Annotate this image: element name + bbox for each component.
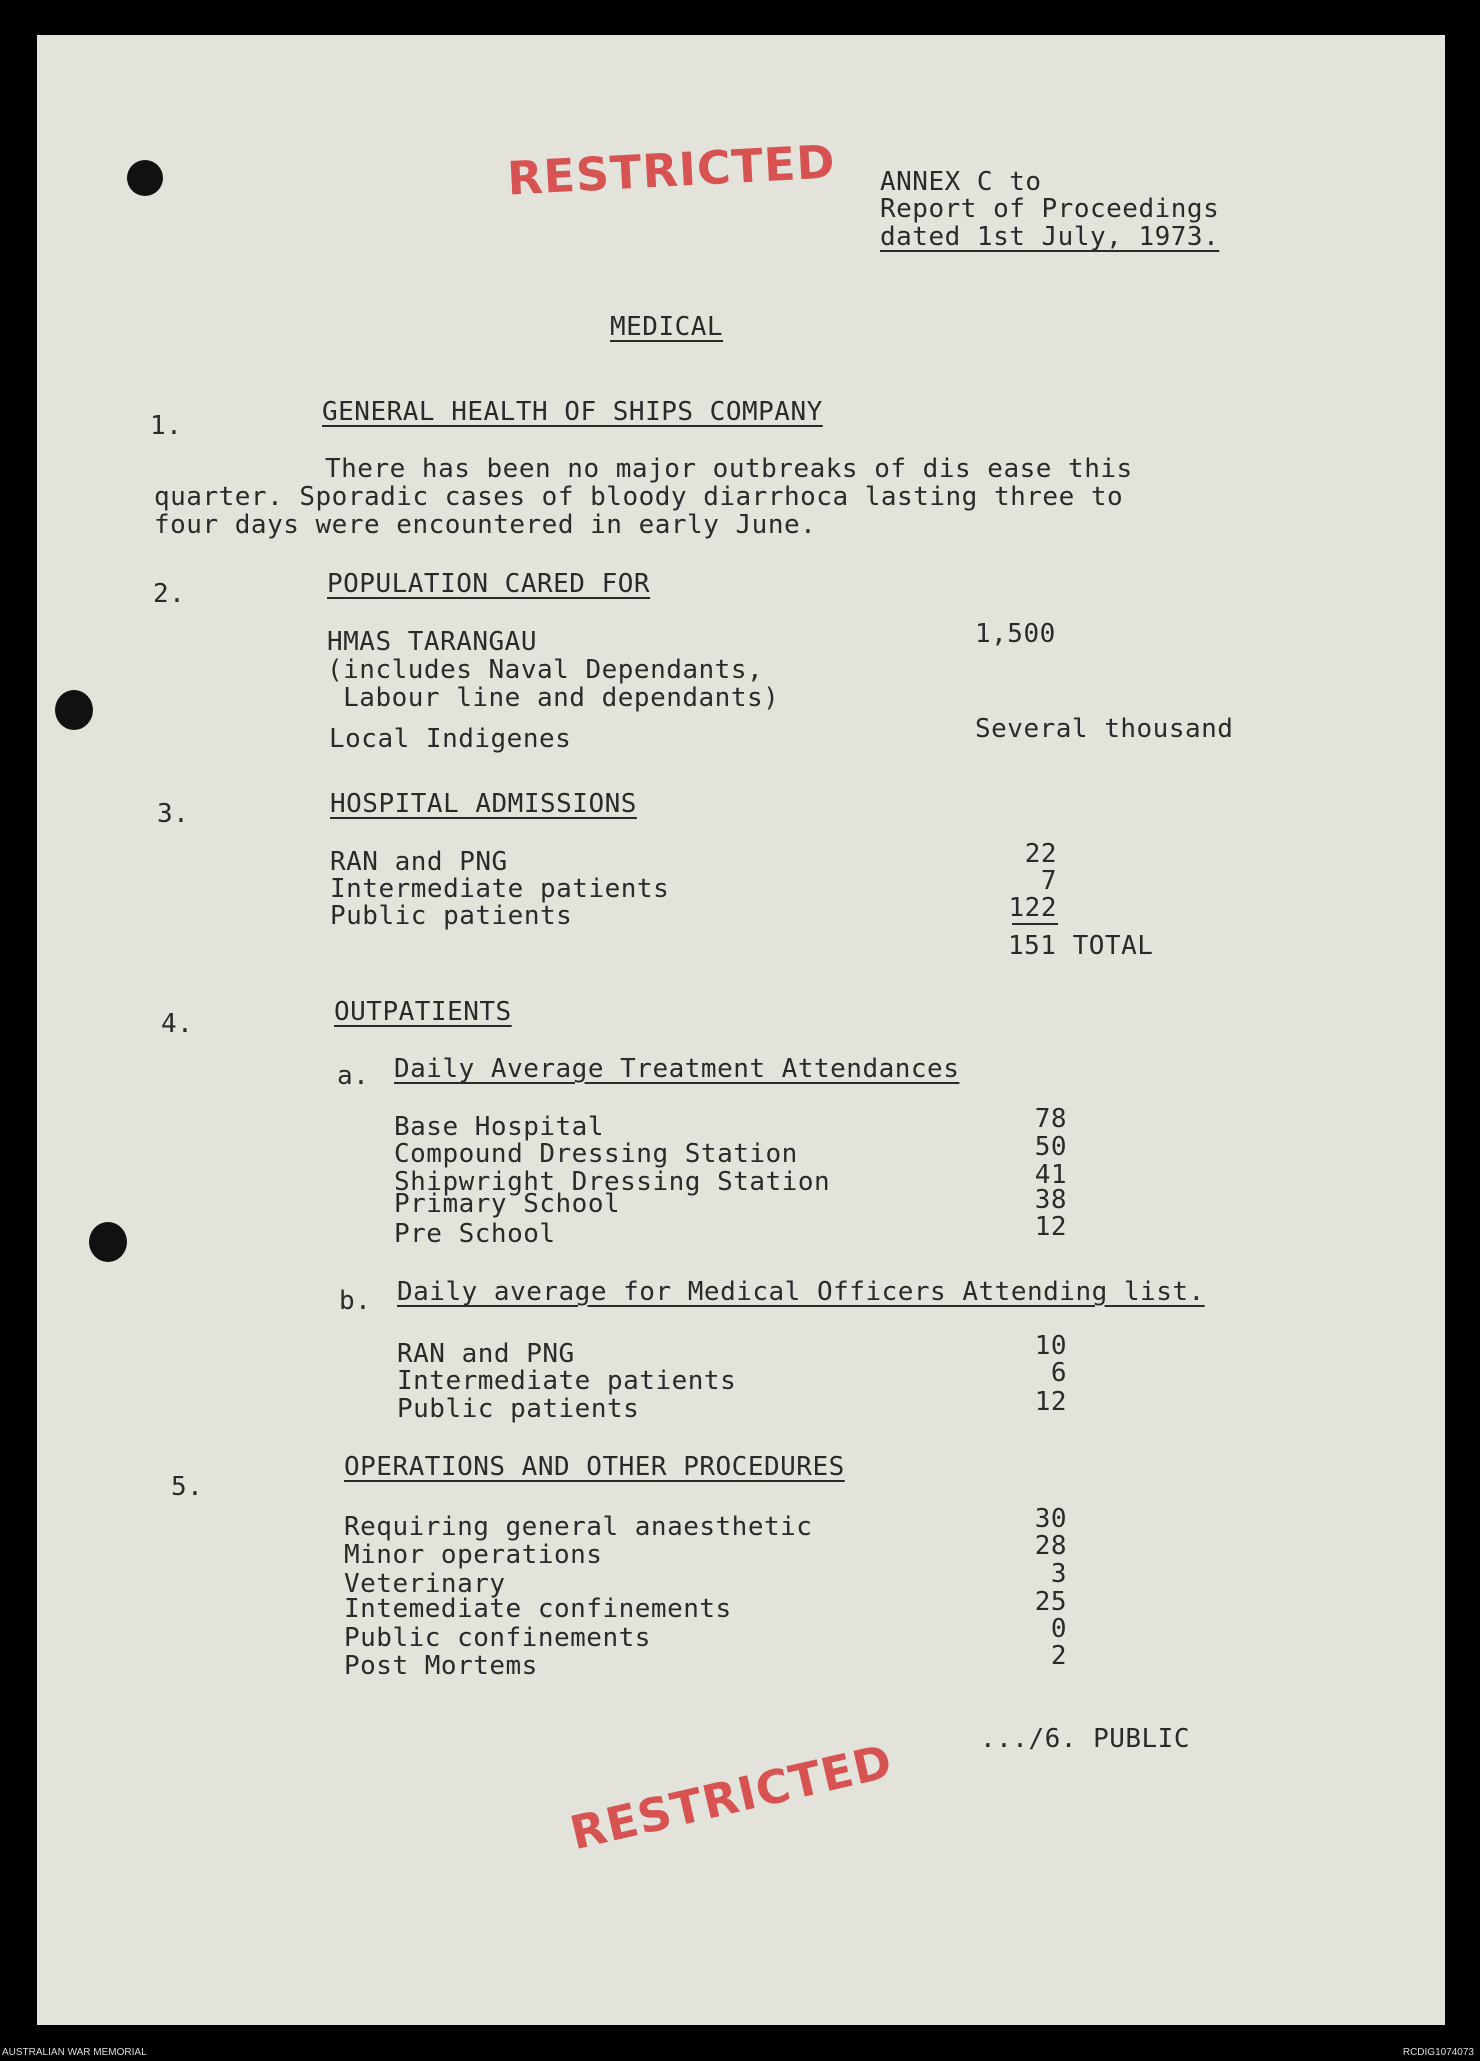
procedure-value-2: 28 xyxy=(1034,1531,1067,1561)
admissions-value-3: 122 xyxy=(1008,893,1057,923)
admissions-total: 151 TOTAL xyxy=(1008,931,1154,961)
procedure-label-2: Minor operations xyxy=(344,1540,603,1570)
attendance-label-4: Primary School xyxy=(394,1189,621,1219)
section-4-number: 4. xyxy=(161,1009,194,1039)
subsection-a-label: a. xyxy=(337,1061,370,1091)
attendance-label-5: Pre School xyxy=(394,1219,556,1249)
section-1-text-line-2: quarter. Sporadic cases of bloody diarrhoca lasting three to xyxy=(154,482,1124,512)
admissions-value-1: 22 xyxy=(1024,839,1057,869)
population-value-2: Several thousand xyxy=(975,714,1234,744)
population-value-1: 1,500 xyxy=(975,619,1056,649)
continuation-note: .../6. PUBLIC xyxy=(980,1724,1190,1754)
admissions-label-3: Public patients xyxy=(330,901,573,931)
attendance-value-2: 50 xyxy=(1034,1132,1067,1162)
admissions-label-1: RAN and PNG xyxy=(330,847,508,877)
attendance-value-1: 78 xyxy=(1034,1104,1067,1134)
procedure-label-3: Veterinary xyxy=(344,1569,506,1599)
procedure-value-1: 30 xyxy=(1034,1504,1067,1534)
attendance-value-4: 38 xyxy=(1034,1185,1067,1215)
mo-list-label-2: Intermediate patients xyxy=(397,1366,737,1396)
section-5-number: 5. xyxy=(171,1472,204,1502)
attendance-label-2: Compound Dressing Station xyxy=(394,1139,798,1169)
attendance-label-1: Base Hospital xyxy=(394,1112,604,1142)
attendance-value-3: 41 xyxy=(1034,1160,1067,1190)
mo-list-value-1: 10 xyxy=(1034,1331,1067,1361)
section-1-number: 1. xyxy=(150,411,183,441)
mo-list-label-1: RAN and PNG xyxy=(397,1339,575,1369)
section-5-heading: OPERATIONS AND OTHER PROCEDURES xyxy=(344,1452,845,1482)
section-2-heading: POPULATION CARED FOR xyxy=(327,569,651,599)
punch-hole-bottom xyxy=(89,1222,127,1262)
population-label-3: Labour line and dependants) xyxy=(327,683,780,713)
population-label-4: Local Indigenes xyxy=(329,724,572,754)
procedure-value-4: 25 xyxy=(1034,1587,1067,1617)
procedure-label-5: Public confinements xyxy=(344,1623,651,1653)
attendance-value-5: 12 xyxy=(1034,1212,1067,1242)
procedure-value-3: 3 xyxy=(1050,1559,1067,1589)
annex-line: ANNEX C to xyxy=(880,167,1042,197)
restricted-stamp-bottom: RESTRICTED xyxy=(565,1733,898,1861)
section-3-heading: HOSPITAL ADMISSIONS xyxy=(330,789,637,819)
admissions-label-2: Intermediate patients xyxy=(330,874,670,904)
mo-list-value-3: 12 xyxy=(1034,1387,1067,1417)
report-line: Report of Proceedings xyxy=(880,194,1220,224)
section-2-number: 2. xyxy=(153,579,186,609)
subsection-b-heading: Daily average for Medical Officers Attending list. xyxy=(397,1277,1205,1307)
procedure-value-6: 2 xyxy=(1050,1641,1067,1671)
restricted-stamp-top: RESTRICTED xyxy=(505,134,837,206)
attendance-label-3: Shipwright Dressing Station xyxy=(394,1167,831,1197)
procedure-value-5: 0 xyxy=(1050,1614,1067,1644)
subsection-a-heading: Daily Average Treatment Attendances xyxy=(394,1054,960,1084)
procedure-label-4: Intemediate confinements xyxy=(344,1594,732,1624)
section-1-heading: GENERAL HEALTH OF SHIPS COMPANY xyxy=(322,397,823,427)
page-title: MEDICAL xyxy=(610,312,724,342)
admissions-value-2: 7 xyxy=(1040,866,1057,896)
punch-hole-top xyxy=(127,160,163,196)
footer-left: AUSTRALIAN WAR MEMORIAL xyxy=(2,2047,147,2058)
footer-right: RCDIG1074073 xyxy=(1402,2047,1474,2058)
mo-list-value-2: 6 xyxy=(1050,1358,1067,1388)
procedure-label-1: Requiring general anaesthetic xyxy=(344,1512,813,1542)
population-label-2: (includes Naval Dependants, xyxy=(327,655,764,685)
population-label-1: HMAS TARANGAU xyxy=(327,627,537,657)
section-4-heading: OUTPATIENTS xyxy=(334,997,512,1027)
section-1-text-line-1: There has been no major outbreaks of dis ease this xyxy=(325,454,1133,484)
subsection-b-label: b. xyxy=(339,1286,372,1316)
punch-hole-middle xyxy=(55,690,93,730)
document-page xyxy=(37,35,1445,2025)
section-3-number: 3. xyxy=(157,799,190,829)
date-line: dated 1st July, 1973. xyxy=(880,222,1220,252)
mo-list-label-3: Public patients xyxy=(397,1394,640,1424)
section-1-text-line-3: four days were encountered in early June. xyxy=(154,510,817,540)
procedure-label-6: Post Mortems xyxy=(344,1651,538,1681)
admissions-sum-rule xyxy=(1012,923,1058,925)
